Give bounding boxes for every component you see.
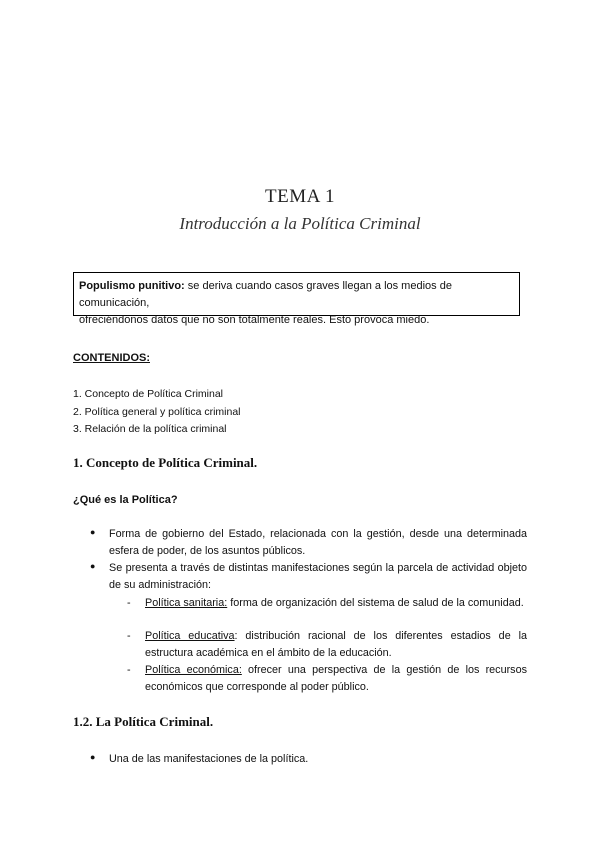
bullet-item <box>90 526 527 560</box>
page-subtitle: Introducción a la Política Criminal <box>179 214 421 233</box>
dash-icon: - <box>127 664 131 676</box>
contents-item: 3. Relación de la política criminal <box>73 423 227 435</box>
sub-item-body <box>145 662 527 696</box>
sub-item-text: forma de organización del sistema de salud de la comunidad. <box>227 597 524 609</box>
definition-text-1: se deriva cuando casos graves llegan a los medios de comunicación, <box>79 280 452 309</box>
bullet-icon: ● <box>90 752 96 762</box>
definition-box <box>73 272 520 326</box>
sub-item-text: : distribución racional de los diferentes estadios de la estructura académica en el ámbito de la educación. <box>145 630 527 659</box>
dash-icon: - <box>127 597 131 609</box>
sub-item <box>127 628 527 662</box>
page-title: TEMA 1 <box>264 186 336 207</box>
contents-list <box>73 386 241 439</box>
contents-item: 2. Política general y política criminal <box>73 405 241 418</box>
contents-heading: CONTENIDOS: <box>73 352 150 364</box>
bullet-text: Una de las manifestaciones de la política. <box>109 753 309 765</box>
sub-item-term: Política económica: <box>145 664 242 676</box>
bullet-text: Forma de gobierno del Estado, relacionada con la gestión, desde una determinada esfera de poder, de los asuntos públicos. <box>109 528 527 557</box>
sub-item <box>127 662 527 696</box>
definition-line-2: ofreciéndonos datos que no son totalmente reales. Esto provoca miedo. <box>79 314 430 326</box>
sub-item-term: Política sanitaria: <box>145 597 228 609</box>
definition-term: Populismo punitivo: <box>79 280 185 292</box>
bullet-text: Se presenta a través de distintas manifestaciones según la parcela de actividad objeto de su administración: <box>109 562 527 591</box>
sub-item-body <box>145 628 527 662</box>
section-heading-1-2: 1.2. La Política Criminal. <box>73 714 214 729</box>
bullet-item <box>90 751 527 768</box>
sub-item-body <box>145 595 527 612</box>
bullet-item <box>90 560 527 594</box>
definition-line-1 <box>79 278 513 312</box>
section-question: ¿Qué es la Política? <box>73 494 178 506</box>
sub-item-text: ofrecer una perspectiva de la gestión de los recursos económicos que corresponde al poder público. <box>145 664 527 693</box>
sub-item <box>127 595 527 612</box>
bullet-icon: ● <box>90 561 96 571</box>
bullet-icon: ● <box>90 527 96 537</box>
contents-item: 1. Concepto de Política Criminal <box>73 388 223 400</box>
section-heading-1: 1. Concepto de Política Criminal. <box>73 455 258 470</box>
dash-icon: - <box>127 630 131 642</box>
sub-item-term: Política educativa <box>145 630 235 642</box>
